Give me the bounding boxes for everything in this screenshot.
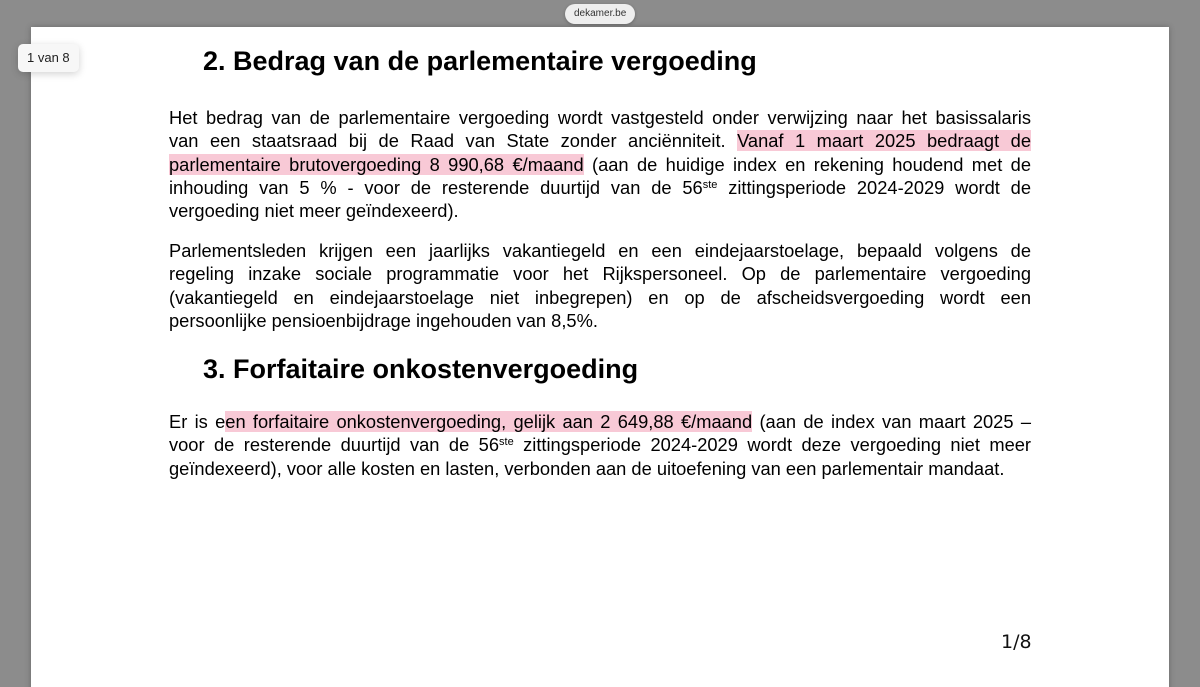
text-line xyxy=(169,410,1031,433)
text-line: vergoeding niet meer geïndexeerd). xyxy=(169,200,459,222)
text-line: (vakantiegeld en eindejaarstoelage niet inbegrepen) en op de afscheidsvergoeding wordt een xyxy=(169,286,1031,308)
section-2-heading: 2. Bedrag van de parlementaire vergoeding xyxy=(203,46,757,76)
text-line: geïndexeerd), voor alle kosten en lasten, verbonden aan de uitoefening van een parlementair mandaat. xyxy=(169,457,1005,479)
scrolled-previous-page-ghost xyxy=(150,4,310,22)
text-run: van een staatsraad bij de Raad van State zonder anciënniteit. xyxy=(169,130,738,152)
text-line: regeling inzake sociale programmatie voor het Rijkspersoneel. Op de parlementaire vergoeding xyxy=(169,263,1031,285)
text-line xyxy=(169,153,1031,176)
domain-badge[interactable]: dekamer.be xyxy=(565,4,635,24)
text-line xyxy=(169,129,1031,152)
superscript: ste xyxy=(702,178,718,191)
highlighted-text: Vanaf 1 maart 2025 bedraagt de xyxy=(737,130,1031,152)
highlighted-text: parlementaire brutovergoeding 8 990,68 €/maand xyxy=(169,153,584,175)
section-2-paragraph-1 xyxy=(169,106,1031,222)
text-line xyxy=(169,176,1031,199)
section-3-heading: 3. Forfaitaire onkostenvergoeding xyxy=(203,354,639,384)
page-indicator: 1 van 8 xyxy=(18,44,79,72)
superscript: ste xyxy=(499,436,514,449)
highlighted-text: en forfaitaire onkostenvergoeding, gelijk aan 2 649,88 €/maand xyxy=(225,411,753,432)
text-run: Er is e xyxy=(169,411,226,432)
text-line xyxy=(169,433,1031,456)
text-line: Parlementsleden krijgen een jaarlijks vakantiegeld en een eindejaarstoelage, bepaald volgens de xyxy=(169,240,1031,261)
document-page[interactable] xyxy=(31,27,1169,687)
text-line: Het bedrag van de parlementaire vergoeding wordt vastgesteld onder verwijzing naar het basissalaris xyxy=(169,107,1031,128)
text-run: (aan de huidige index en rekening houdend met de xyxy=(583,153,1031,175)
text-run: zittingsperiode 2024-2029 wordt deze vergoeding niet meer xyxy=(513,434,1031,456)
text-run: voor de resterende duurtijd van de 56 xyxy=(169,434,500,456)
section-3-paragraph-1 xyxy=(169,410,1031,480)
text-run: (aan de index van maart 2025 – xyxy=(752,411,1031,432)
text-run: inhouding van 5 % - voor de resterende duurtijd van de 56 xyxy=(169,176,703,198)
page-number: 1/8 xyxy=(1001,631,1032,653)
text-line: persoonlijke pensioenbijdrage ingehouden van 8,5%. xyxy=(169,309,598,331)
text-run: zittingsperiode 2024-2029 wordt de xyxy=(717,176,1031,198)
section-2-paragraph-2 xyxy=(169,239,1031,332)
